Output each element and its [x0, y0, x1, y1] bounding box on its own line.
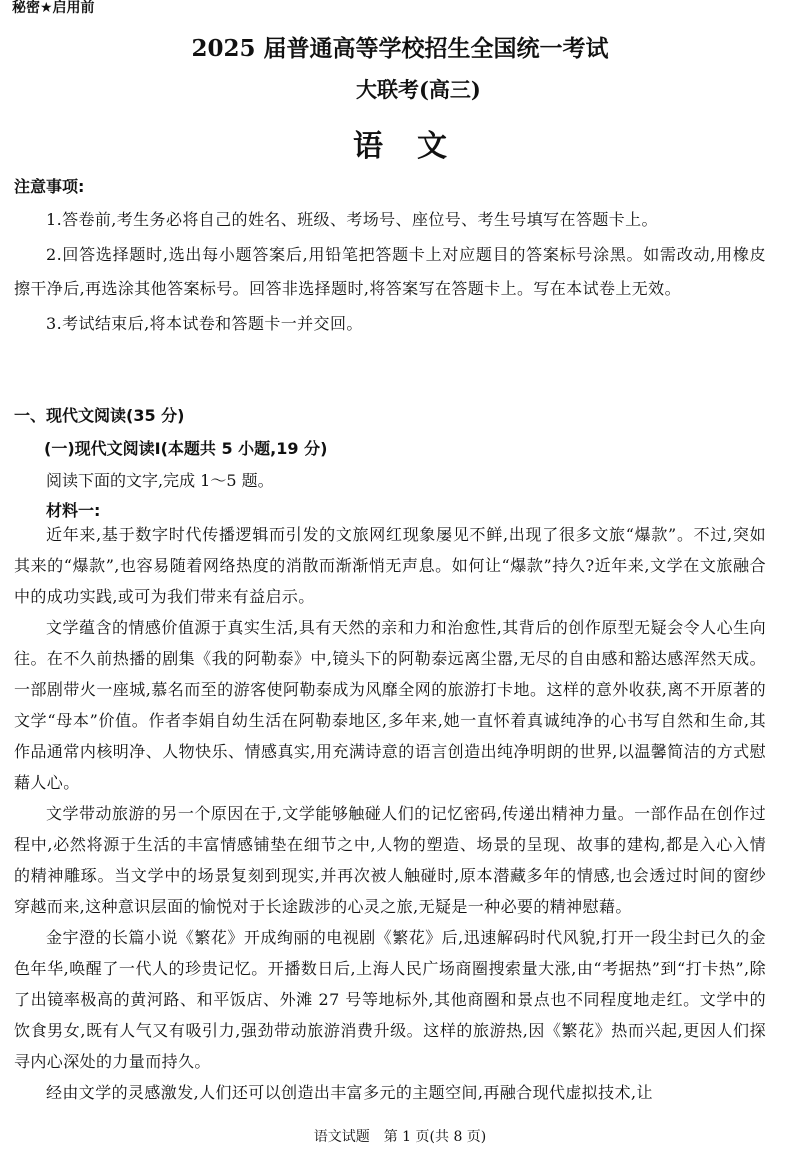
notice-item: 3.考试结束后,将本试卷和答题卡一并交回。	[46, 313, 363, 333]
passage-paragraph: 经由文学的灵感激发,人们还可以创造出丰富多元的主题空间,再融合现代虚拟技术,让	[46, 1083, 653, 1102]
notice-item: 1.答卷前,考生务必将自己的姓名、班级、考场号、座位号、考生号填写在答题卡上。	[46, 210, 658, 229]
material-label: 材料一:	[46, 501, 101, 520]
reading-instruction: 阅读下面的文字,完成 1～5 题。	[46, 471, 274, 490]
reading-passage	[14, 519, 766, 1108]
exam-title: 2025 届普通高等学校招生全国统一考试	[191, 35, 609, 62]
subsection-heading: (一)现代文阅读Ⅰ(本题共 5 小题,19 分)	[44, 439, 328, 458]
passage-paragraph: 近年来,基于数字时代传播逻辑而引发的文旅网红现象屡见不鲜,出现了很多文旅“爆款”。不过,突如其来的“爆款”,也容易随着网络热度的消散而渐渐悄无声息。如何让“爆款”持久?近年来,文学在文旅融合中的成功实践,或可为我们带来有益启示。	[14, 525, 766, 606]
exam-subtitle: 大联考(高三)	[356, 77, 481, 102]
notice-heading: 注意事项:	[14, 177, 85, 196]
section-heading: 一、现代文阅读(35 分)	[14, 406, 185, 425]
passage-paragraph: 文学蕴含的情感价值源于真实生活,具有天然的亲和力和治愈性,其背后的创作原型无疑会令人心生向往。在不久前热播的剧集《我的阿勒泰》中,镜头下的阿勒泰远离尘嚣,无尽的自由感和豁达感浑然天成。一部剧带火一座城,慕名而至的游客使阿勒泰成为风靡全网的旅游打卡地。这样的意外收获,离不开原著的文学“母本”价值。作者李娟自幼生活在阿勒泰地区,多年来,她一直怀着真诚纯净的心书写自然和生命,其作品通常内核明净、人物快乐、情感真实,用充满诗意的语言创造出纯净明朗的世界,以温馨简洁的方式慰藉人心。	[14, 618, 766, 792]
notice-item: 2.回答选择题时,选出每小题答案后,用铅笔把答题卡上对应题目的答案标号涂黑。如需改动,用橡皮擦干净后,再选涂其他答案标号。回答非选择题时,将答案写在答题卡上。写在本试卷上无效。	[14, 244, 766, 298]
notice-list	[14, 203, 766, 341]
passage-paragraph: 金宇澄的长篇小说《繁花》开成绚丽的电视剧《繁花》后,迅速解码时代风貌,打开一段尘封已久的金色年华,唤醒了一代人的珍贵记忆。开播数日后,上海人民广场商圈搜索量大涨,由“考据热”到“打卡热”,除了出镜率极高的黄河路、和平饭店、外滩 27 号等地标外,其他商圈和景点也不同程度地走红。文学中的饮食男女,既有人气又有吸引力,强劲带动旅游消费升级。这样的旅游热,因《繁花》热而兴起,更因人们探寻内心深处的力量而持久。	[14, 928, 766, 1071]
confidential-mark: 秘密★启用前	[12, 0, 95, 16]
page-footer: 语文试题 第 1 页(共 8 页)	[313, 1129, 487, 1145]
passage-paragraph: 文学带动旅游的另一个原因在于,文学能够触碰人们的记忆密码,传递出精神力量。一部作品在创作过程中,必然将源于生活的丰富情感铺垫在细节之中,人物的塑造、场景的呈现、故事的建构,都是入心入情的精神雕琢。当文学中的场景复刻到现实,并再次被人触碰时,原本潜藏多年的情感,也会透过时间的窗纱穿越而来,这种意识层面的愉悦对于长途跋涉的心灵之旅,无疑是一种必要的精神慰藉。	[14, 804, 766, 916]
subject-title: 语文	[353, 129, 481, 164]
